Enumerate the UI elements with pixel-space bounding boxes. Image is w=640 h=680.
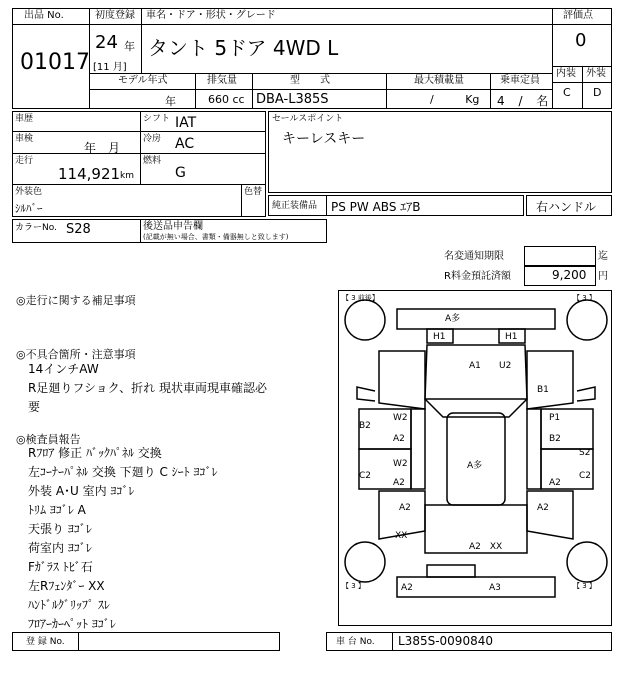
defect-line: R足廻りフショク、折れ 現状車両現車確認必 xyxy=(28,381,267,395)
corner-rear-left: 【 3 】 xyxy=(342,582,365,590)
aftermarket-note: (記載が無い場合、書類・備器無しと致します) xyxy=(143,233,289,241)
color-change-label: 色替 xyxy=(244,187,263,197)
hood-a1-mark: A1 xyxy=(469,361,481,371)
type-value: DBA-L385S xyxy=(256,92,329,107)
roof-mark: A多 xyxy=(467,461,483,471)
capacity-label: 乗車定員 xyxy=(500,75,540,86)
equipment-label: 純正装備品 xyxy=(272,201,318,211)
recycle-unit: 円 xyxy=(598,271,608,282)
corner-front-right: 【 3 】 xyxy=(573,294,596,302)
inspector-line: ﾊﾝﾄﾞﾙｸﾞﾘｯﾌﾟ ｽﾚ xyxy=(28,598,110,612)
right-b2-mark: B2 xyxy=(549,434,561,444)
steering-value: 右ハンドル xyxy=(536,200,597,214)
mileage-unit: km xyxy=(120,171,134,181)
name-change-unit: 迄 xyxy=(598,251,608,262)
first-reg-label: 初度登録 xyxy=(95,10,135,21)
capacity-value: 4 / 名 xyxy=(497,94,549,108)
recycle-label: R料金預託済額 xyxy=(444,271,511,282)
score-value: 0 xyxy=(575,30,587,51)
inspector-line: 天張り ﾖｺﾞﾚ xyxy=(28,522,92,536)
month-value: [11 月] xyxy=(93,62,127,73)
type-label: 型 式 xyxy=(290,75,330,86)
inspection-value: 年 月 xyxy=(84,141,121,155)
left-front-w2-mark: W2 xyxy=(393,413,408,423)
exterior-grade: D xyxy=(593,86,602,99)
inspector-line: 左ｺｰﾅｰﾊﾟﾈﾙ 交換 下廻り C ｼｰﾄ ﾖｺﾞﾚ xyxy=(28,465,218,479)
right-c2-mark: C2 xyxy=(579,471,592,481)
color-no-value: S28 xyxy=(66,222,91,237)
ac-value: AC xyxy=(175,136,195,152)
defects-list xyxy=(28,360,267,417)
shift-value: IAT xyxy=(175,115,197,131)
defect-line: 要 xyxy=(28,400,41,414)
inspector-line: 左Rﾌｪﾝﾀﾞｰ XX xyxy=(28,579,105,593)
left-rear-a2-mark: A2 xyxy=(393,478,405,488)
registration-label: 登 録 No. xyxy=(26,637,65,647)
fender-b1-mark: B1 xyxy=(537,385,549,395)
chassis-number: L385S-0090840 xyxy=(398,634,493,648)
name-change-box xyxy=(524,246,596,266)
hood-u2-mark: U2 xyxy=(499,361,512,371)
headlight-left-mark: H1 xyxy=(433,332,446,342)
left-front-a2-mark: A2 xyxy=(393,434,405,444)
car-name: タント 5ドア 4WD L xyxy=(148,36,339,60)
recycle-value: 9,200 xyxy=(552,268,587,282)
defect-line: 14インチAW xyxy=(28,362,99,376)
inspection-label: 車検 xyxy=(15,134,34,144)
year-value: 24 xyxy=(95,32,118,53)
front-bumper-mark: A多 xyxy=(445,314,461,324)
corner-rear-right: 【 3 】 xyxy=(573,582,596,590)
inspector-line: ﾄﾘﾑ ﾖｺﾞﾚ A xyxy=(28,503,86,517)
max-load-value: / Kg xyxy=(430,93,480,106)
displacement-value: 660 cc xyxy=(208,93,245,106)
history-label: 車歴 xyxy=(15,114,34,124)
interior-label: 内装 xyxy=(556,68,576,79)
model-year-unit: 年 xyxy=(165,95,176,108)
sales-point-label: セールスポイント xyxy=(272,114,344,124)
chassis-label: 車 台 No. xyxy=(336,637,375,647)
left-b2-mark: B2 xyxy=(359,421,371,431)
running-notes-title: ◎走行に関する補足事項 xyxy=(16,294,136,307)
interior-grade: C xyxy=(563,86,571,99)
year-unit: 年 xyxy=(124,40,135,53)
inspector-line: Rﾌﾛｱ 修正 ﾊﾞｯｸﾊﾟﾈﾙ 交換 xyxy=(28,446,162,460)
inspector-line: 外装 A･U 室内 ﾖｺﾞﾚ xyxy=(28,484,135,498)
right-quarter-a2-mark: A2 xyxy=(537,503,549,513)
lot-number: 01017 xyxy=(20,50,90,75)
name-change-label: 名変通知期限 xyxy=(444,251,504,262)
inspector-line: Fｶﾞﾗｽ ﾄﾋﾞ石 xyxy=(28,560,93,574)
inspector-title: ◎検査員報告 xyxy=(16,433,81,446)
displacement-label: 排気量 xyxy=(207,75,237,86)
defects-title: ◎不具合箇所・注意事項 xyxy=(16,348,136,361)
right-p1-mark: P1 xyxy=(549,413,561,423)
right-s2-mark: S2 xyxy=(579,448,591,458)
details-block xyxy=(12,111,266,217)
color-no-label: カラーNo. xyxy=(15,223,57,233)
fuel-label: 燃料 xyxy=(143,156,162,166)
ac-label: 冷房 xyxy=(143,134,162,144)
lot-label: 出品 No. xyxy=(24,10,64,21)
mileage-label: 走行 xyxy=(15,156,34,166)
left-quarter-xx-mark: XX xyxy=(395,531,408,541)
max-load-label: 最大積載量 xyxy=(414,75,464,86)
right-rear-a2-mark: A2 xyxy=(549,478,561,488)
aftermarket-label: 後送品申告欄 xyxy=(143,221,203,232)
equipment-value: PS PW ABS ｴｱB xyxy=(331,200,421,214)
corner-front-left: 【 3 前後】 xyxy=(342,294,379,302)
inspector-list xyxy=(28,444,217,634)
color-value: ｼﾙﾊﾞｰ xyxy=(15,202,43,215)
rear-bumper-a2-mark: A2 xyxy=(401,583,413,593)
car-diagram xyxy=(338,290,612,626)
mileage-value: 114,921 xyxy=(58,165,121,183)
car-outline xyxy=(339,291,613,627)
score-label: 評価点 xyxy=(563,10,593,21)
left-rear-w2-mark: W2 xyxy=(393,459,408,469)
car-name-label: 車名・ドア・形状・グレード xyxy=(146,10,276,21)
fuel-value: G xyxy=(175,165,186,181)
inspector-line: ﾌﾛｱｰｶｰﾍﾟｯﾄ ﾖｺﾞﾚ xyxy=(28,617,116,631)
inspector-line: 荷室内 ﾖｺﾞﾚ xyxy=(28,541,92,555)
shift-label: シフト xyxy=(143,114,171,124)
left-quarter-a2-mark: A2 xyxy=(399,503,411,513)
left-c2-mark: C2 xyxy=(359,471,372,481)
rear-bumper-a3-mark: A3 xyxy=(489,583,501,593)
model-year-label: モデル年式 xyxy=(118,75,168,86)
back-door-mark: A2 XX xyxy=(469,542,503,552)
headlight-right-mark: H1 xyxy=(505,332,518,342)
color-label: 外装色 xyxy=(15,187,43,197)
sales-point-value: キーレスキー xyxy=(282,131,366,147)
exterior-label: 外装 xyxy=(586,68,606,79)
